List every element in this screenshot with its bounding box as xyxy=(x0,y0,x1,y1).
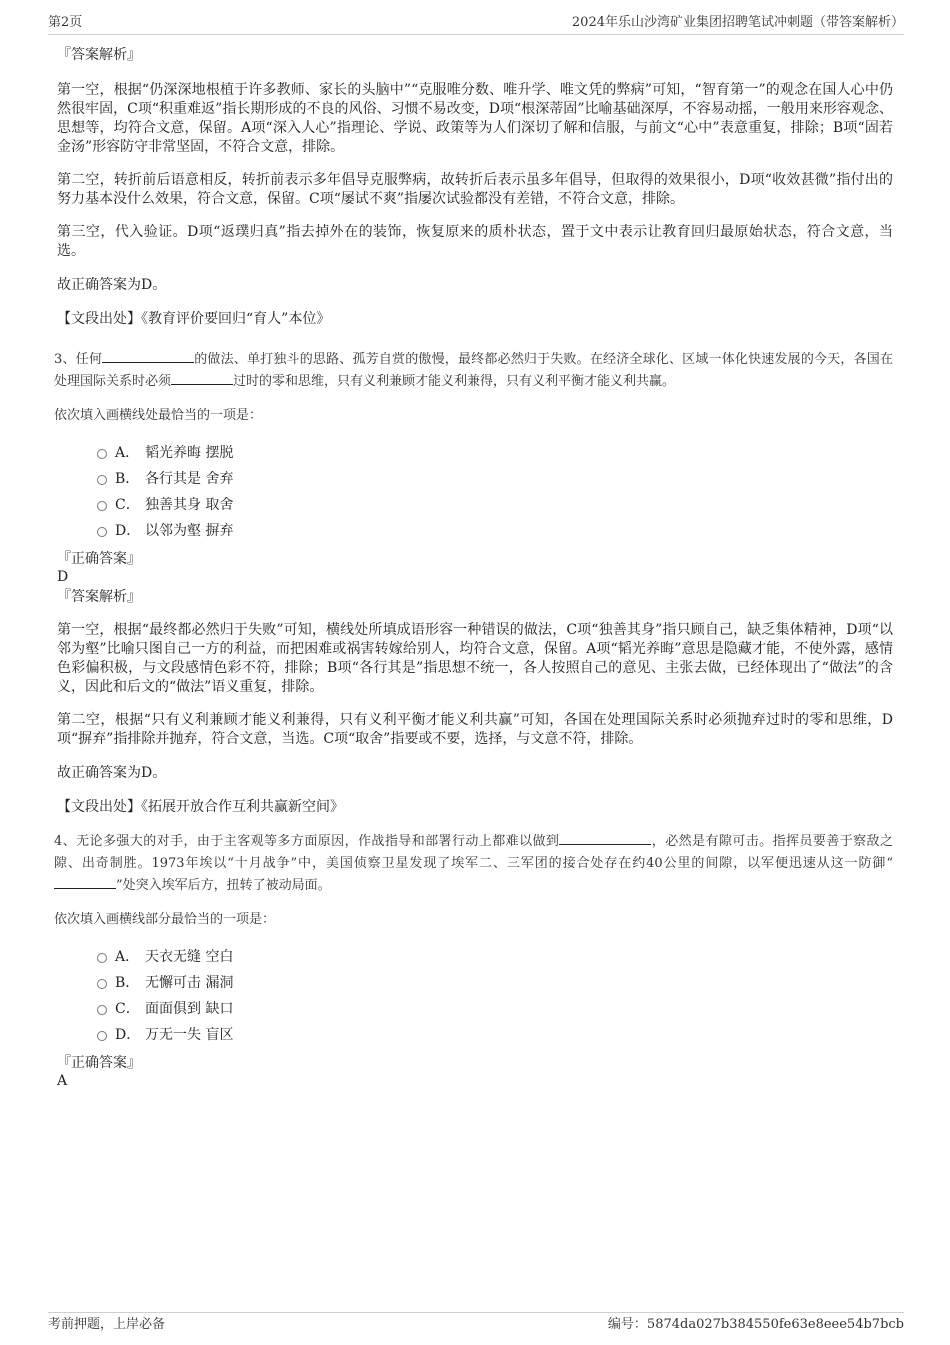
analysis-heading: 『答案解析』 xyxy=(57,589,141,605)
radio-button[interactable] xyxy=(97,1005,107,1015)
question-stem: 4、无论多强大的对手，由于主客观等多方面原因，作战指导和部署行动上都难以做到 ，必然是有隙可击。指挥员要善于察敌之隙、出奇制胜。1973年埃以“十月战争”中，美国侦察卫星发现了埃军二、三军团的接合处存在约40公里的间隙，以军便迅速从这一防御“”处突入埃军后方，扭转了被动局面。 xyxy=(54,834,893,893)
radio-button[interactable] xyxy=(97,1031,107,1041)
answer-options xyxy=(57,944,893,1048)
conclusion: 故正确答案为D。 xyxy=(57,765,167,781)
passage-source: 【文段出处】《教育评价要回归“育人”本位》 xyxy=(57,311,331,327)
analysis-heading: 『答案解析』 xyxy=(57,47,141,63)
option-c[interactable]: C． 面面俱到 缺口 xyxy=(57,996,893,1022)
correct-answer-heading: 『正确答案』 xyxy=(57,551,141,567)
question-prompt: 依次填入画横线处最恰当的一项是： xyxy=(54,408,263,423)
fill-blank xyxy=(54,876,116,889)
analysis-paragraph: 第二空，转折前后语意相反，转折前表示多年倡导克服弊病，故转折后表示虽多年倡导，但取得的效果很小，D项“收效甚微”指付出的努力基本没什么效果，符合文意，保留。C项“屡试不爽”指屡次试验都没有差错，不符合文意，排除。 xyxy=(57,172,893,207)
radio-button[interactable] xyxy=(97,979,107,989)
analysis-paragraph: 第一空，根据“仍深深地根植于许多教师、家长的头脑中”“克服唯分数、唯升学、唯文凭的弊病”可知，“智育第一”的观念在国人心中仍然很牢固，C项“积重难返”指长期形成的不良的风俗、习惯不易改变，D项“根深蒂固”比喻基础深厚，不容易动摇，一般用来形容观念、思想等，均符合文意，保留。A项“深入人心”指理论、学说、政策等为人们深切了解和信服，与前文“心中”表意重复，排除；B项“固若金汤”形容防守非常坚固，不符合文意，排除。 xyxy=(57,82,893,155)
option-d[interactable]: D． 以邻为壑 摒弃 xyxy=(57,518,893,544)
analysis-paragraph: 第二空，根据“只有义利兼顾才能义利兼得，只有义利平衡才能义利共赢”可知，各国在处理国际关系时必须抛弃过时的零和思维，D项“摒弃”指排除并抛弃，符合文意，当选。C项“取舍”指要或不要，选择，与文意不符，排除。 xyxy=(57,712,893,747)
footer-slogan: 考前押题，上岸必备 xyxy=(48,1317,166,1332)
page-header xyxy=(48,12,904,35)
radio-button[interactable] xyxy=(97,501,107,511)
question-stem: 3、任何 的做法、单打独斗的思路、孤芳自赏的傲慢，最终都必然归于失败。在经济全球化、区域一体化快速发展的今天，各国在处理国际关系时必须 过时的零和思维，只有义利兼顾才能义利兼得，只有义利平衡才能义利共赢。 xyxy=(54,352,893,389)
document-id: 编号：5874da027b384550fe63e8eee54b7bcb xyxy=(607,1317,904,1332)
radio-button[interactable] xyxy=(97,449,107,459)
page-number: 第2页 xyxy=(48,15,83,30)
page-footer xyxy=(48,1312,904,1337)
fill-blank xyxy=(559,832,651,845)
passage-source: 【文段出处】《拓展开放合作互利共赢新空间》 xyxy=(57,799,344,815)
fill-blank xyxy=(102,350,194,363)
conclusion: 故正确答案为D。 xyxy=(57,277,167,293)
option-d[interactable]: D． 万无一失 盲区 xyxy=(57,1022,893,1048)
correct-answer: D xyxy=(57,569,69,585)
option-a[interactable]: A． 韬光养晦 摆脱 xyxy=(57,440,893,466)
correct-answer-heading: 『正确答案』 xyxy=(57,1055,141,1071)
fill-blank xyxy=(171,372,233,385)
option-b[interactable]: B． 无懈可击 漏洞 xyxy=(57,970,893,996)
option-b[interactable]: B． 各行其是 舍弃 xyxy=(57,466,893,492)
document-body xyxy=(54,46,893,1090)
radio-button[interactable] xyxy=(97,953,107,963)
option-c[interactable]: C． 独善其身 取舍 xyxy=(57,492,893,518)
correct-answer: A xyxy=(57,1073,68,1089)
option-a[interactable]: A． 天衣无缝 空白 xyxy=(57,944,893,970)
question-prompt: 依次填入画横线部分最恰当的一项是： xyxy=(54,912,276,927)
radio-button[interactable] xyxy=(97,475,107,485)
analysis-paragraph: 第三空，代入验证。D项“返璞归真”指去掉外在的装饰，恢复原来的质朴状态，置于文中表示让教育回归最原始状态，符合文意，当选。 xyxy=(57,224,893,259)
radio-button[interactable] xyxy=(97,527,107,537)
document-title: 2024年乐山沙湾矿业集团招聘笔试冲刺题（带答案解析） xyxy=(571,15,904,30)
answer-options xyxy=(57,440,893,544)
analysis-paragraph: 第一空，根据“最终都必然归于失败”可知，横线处所填成语形容一种错误的做法，C项“独善其身”指只顾自己，缺乏集体精神，D项“以邻为壑”比喻只图自己一方的利益，而把困难或祸害转嫁给别人，均符合文意，保留。A项“韬光养晦”意思是隐藏才能，不使外露，感情色彩偏积极，与文段感情色彩不符，排除；B项“各行其是”指思想不统一，各人按照自己的意见、主张去做，已经体现出了“做法”的含义，因此和后文的“做法”语义重复，排除。 xyxy=(57,622,893,695)
